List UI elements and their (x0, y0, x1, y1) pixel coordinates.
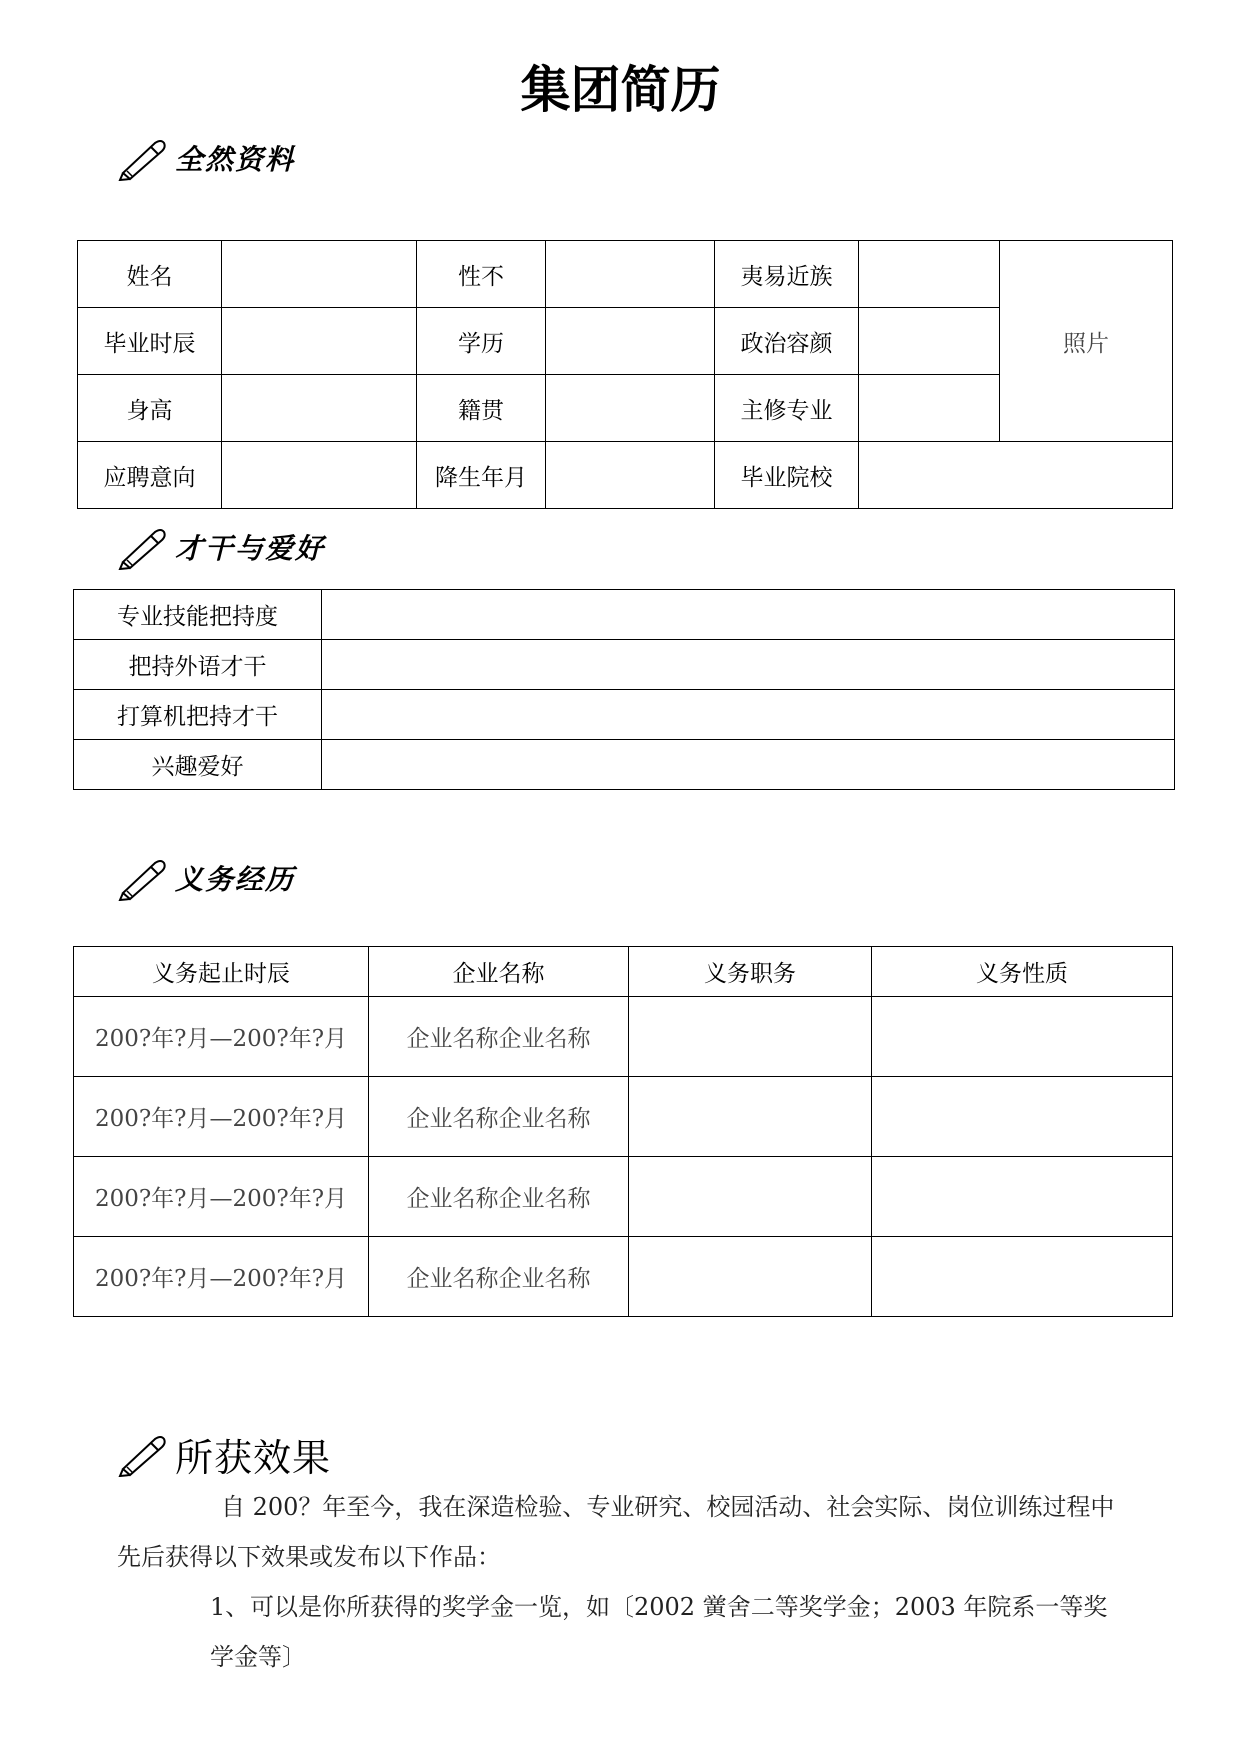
graduation-time-value[interactable] (222, 308, 417, 375)
skill-label: 打算机把持才干 (74, 690, 322, 740)
section-header-work (117, 848, 295, 908)
gender-value[interactable] (546, 241, 715, 308)
column-header: 企业名称 (369, 947, 629, 997)
school-value[interactable] (859, 442, 1173, 509)
company-name[interactable]: 企业名称企业名称 (369, 997, 629, 1077)
work-period[interactable]: 200?年?月—200?年?月 (74, 1077, 369, 1157)
column-header: 义务性质 (872, 947, 1173, 997)
major-label: 主修专业 (715, 375, 859, 442)
work-experience-table (73, 946, 1173, 1317)
section-title-skills: 才干与爱好 (175, 532, 326, 565)
position-value[interactable] (222, 442, 417, 509)
column-header: 义务职务 (629, 947, 872, 997)
table-row (74, 997, 1173, 1077)
height-label: 身高 (78, 375, 222, 442)
skill-value[interactable] (322, 690, 1175, 740)
job-nature[interactable] (872, 1077, 1173, 1157)
ethnicity-value[interactable] (859, 241, 1000, 308)
name-value[interactable] (222, 241, 417, 308)
company-name[interactable]: 企业名称企业名称 (369, 1077, 629, 1157)
skill-label: 兴趣爱好 (74, 740, 322, 790)
political-status-value[interactable] (859, 308, 1000, 375)
work-period[interactable]: 200?年?月—200?年?月 (74, 1237, 369, 1317)
birth-value[interactable] (546, 442, 715, 509)
job-nature[interactable] (872, 997, 1173, 1077)
origin-label: 籍贯 (417, 375, 546, 442)
job-title[interactable] (629, 1237, 872, 1317)
graduation-time-label: 毕业时辰 (78, 308, 222, 375)
column-header: 义务起止时辰 (74, 947, 369, 997)
job-title[interactable] (629, 1077, 872, 1157)
job-nature[interactable] (872, 1157, 1173, 1237)
pen-icon (117, 524, 169, 570)
school-label: 毕业院校 (715, 442, 859, 509)
table-row (74, 640, 1175, 690)
section-title-work: 义务经历 (175, 863, 296, 896)
section-header-basic (117, 128, 295, 188)
birth-label: 降生年月 (417, 442, 546, 509)
job-nature[interactable] (872, 1237, 1173, 1317)
list-number: 1、 (210, 1593, 250, 1621)
basic-info-table (77, 240, 1173, 509)
name-label: 姓名 (78, 241, 222, 308)
table-row (74, 1157, 1173, 1237)
table-row (74, 1237, 1173, 1317)
section-header-skills (117, 517, 325, 577)
major-value[interactable] (859, 375, 1000, 442)
job-title[interactable] (629, 1157, 872, 1237)
table-row (74, 740, 1175, 790)
education-value[interactable] (546, 308, 715, 375)
work-period[interactable]: 200?年?月—200?年?月 (74, 997, 369, 1077)
pen-icon (117, 1431, 169, 1477)
skill-label: 把持外语才干 (74, 640, 322, 690)
list-item-text: 可以是你所获得的奖学金一览，如〔2002 黉舍二等奖学金；2003 年院系一等奖学金等〕 (210, 1593, 1108, 1671)
table-row (74, 1077, 1173, 1157)
section-header-awards (117, 1424, 331, 1484)
origin-value[interactable] (546, 375, 715, 442)
skill-value[interactable] (322, 590, 1175, 640)
skills-table (73, 589, 1175, 790)
height-value[interactable] (222, 375, 417, 442)
education-label: 学历 (417, 308, 546, 375)
company-name[interactable]: 企业名称企业名称 (369, 1237, 629, 1317)
awards-intro: 自 200？年至今，我在深造检验、专业研究、校园活动、社会实际、岗位训练过程中先后获得以下效果或发布以下作品： (117, 1493, 1115, 1571)
skill-value[interactable] (322, 740, 1175, 790)
work-period[interactable]: 200?年?月—200?年?月 (74, 1157, 369, 1237)
pen-icon (117, 855, 169, 901)
job-title[interactable] (629, 997, 872, 1077)
table-header-row (74, 947, 1173, 997)
political-status-label: 政治容颜 (715, 308, 859, 375)
awards-list-item (210, 1582, 1130, 1682)
skill-value[interactable] (322, 640, 1175, 690)
position-label: 应聘意向 (78, 442, 222, 509)
ethnicity-label: 夷易近族 (715, 241, 859, 308)
company-name[interactable]: 企业名称企业名称 (369, 1157, 629, 1237)
skill-label: 专业技能把持度 (74, 590, 322, 640)
table-row (74, 590, 1175, 640)
gender-label: 性不 (417, 241, 546, 308)
pen-icon (117, 135, 169, 181)
section-title-awards: 所获效果 (175, 1435, 332, 1480)
section-title-basic: 全然资料 (175, 143, 296, 176)
table-row (74, 690, 1175, 740)
page-title: 集团简历 (520, 61, 721, 119)
photo-placeholder[interactable]: 照片 (1000, 241, 1173, 442)
